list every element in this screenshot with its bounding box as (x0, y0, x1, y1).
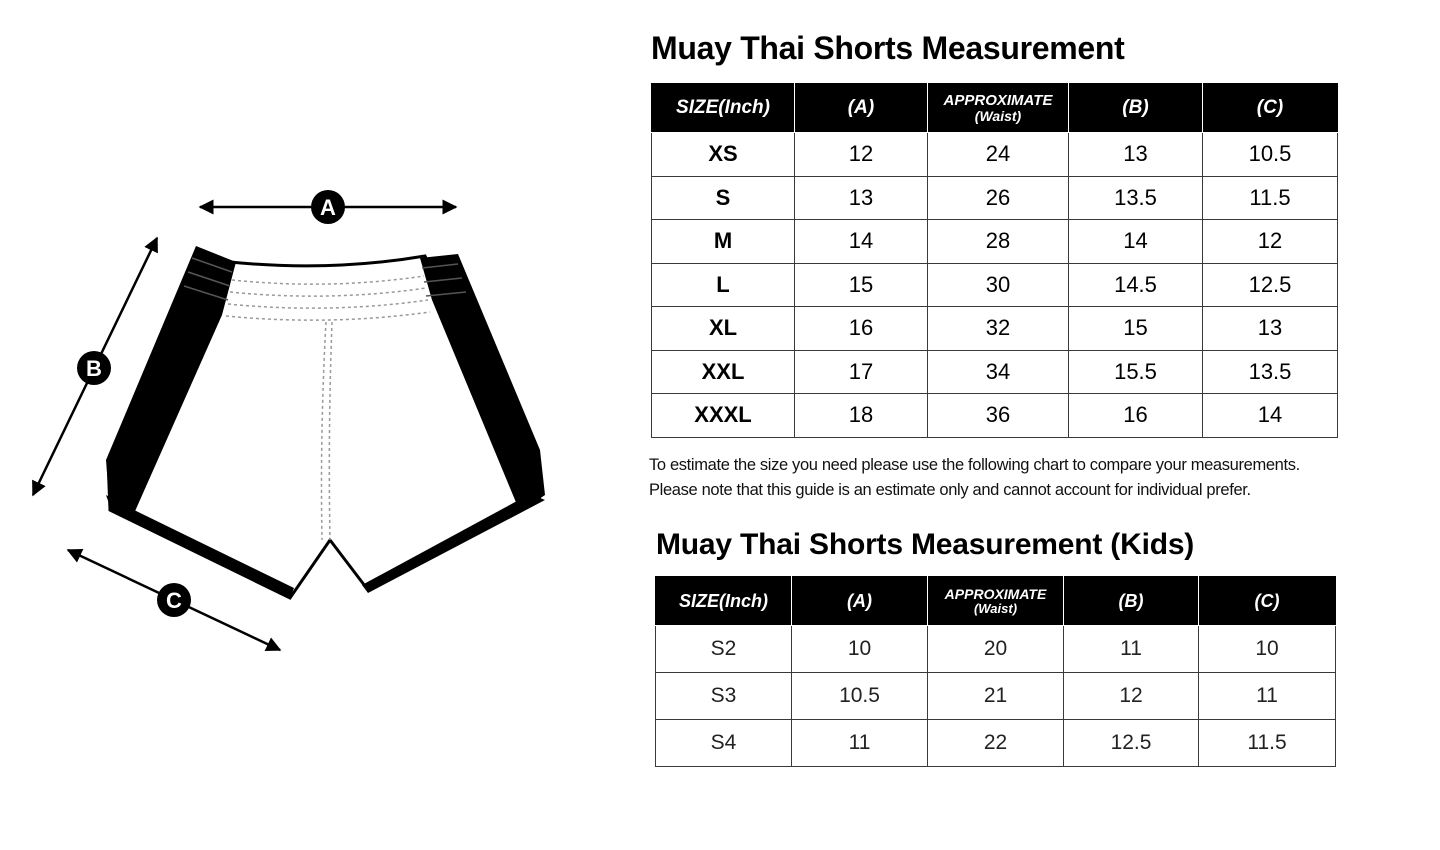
size-cell: XL (652, 307, 795, 351)
table-row (652, 263, 1338, 307)
c-cell: 14 (1203, 394, 1338, 438)
a-cell: 10 (792, 626, 928, 673)
size-cell: XXL (652, 350, 795, 394)
c-cell: 13 (1203, 307, 1338, 351)
b-cell: 15 (1069, 307, 1203, 351)
size-guide-note (649, 453, 1300, 503)
size-cell: L (652, 263, 795, 307)
header-a: (A) (795, 84, 928, 133)
size-cell: S3 (656, 673, 792, 720)
approx-cell: 24 (928, 133, 1069, 177)
header-approximate-sub: (Waist) (973, 600, 1018, 616)
approx-cell: 30 (928, 263, 1069, 307)
size-cell: XXXL (652, 394, 795, 438)
a-cell: 10.5 (792, 673, 928, 720)
a-cell: 12 (795, 133, 928, 177)
b-cell: 13 (1069, 133, 1203, 177)
size-cell: XS (652, 133, 795, 177)
a-cell: 14 (795, 220, 928, 264)
header-c: (C) (1199, 577, 1336, 626)
table-row (652, 350, 1338, 394)
c-cell: 12.5 (1203, 263, 1338, 307)
table-row (656, 673, 1336, 720)
size-cell: S (652, 176, 795, 220)
table-row (652, 176, 1338, 220)
adult-size-table (651, 83, 1338, 438)
b-cell: 12.5 (1064, 720, 1199, 767)
note-line-2: Please note that this guide is an estimate only and cannot account for individual prefer. (649, 481, 1251, 499)
c-cell: 11.5 (1199, 720, 1336, 767)
header-approximate (928, 84, 1069, 133)
b-cell: 14.5 (1069, 263, 1203, 307)
table-row (652, 133, 1338, 177)
b-cell: 12 (1064, 673, 1199, 720)
c-cell: 12 (1203, 220, 1338, 264)
a-cell: 16 (795, 307, 928, 351)
approx-cell: 28 (928, 220, 1069, 264)
header-approximate (928, 577, 1064, 626)
label-c: C (166, 588, 182, 613)
shorts-illustration (106, 246, 545, 598)
note-line-1: To estimate the size you need please use the following chart to compare your measurements. (649, 456, 1300, 474)
adult-chart-title: Muay Thai Shorts Measurement (651, 30, 1125, 66)
header-approximate-label: APPROXIMATE (943, 91, 1053, 109)
approx-cell: 36 (928, 394, 1069, 438)
table-row (652, 394, 1338, 438)
approx-cell: 32 (928, 307, 1069, 351)
label-b: B (86, 356, 102, 381)
header-c: (C) (1203, 84, 1338, 133)
kids-size-table (655, 576, 1336, 767)
table-row (652, 307, 1338, 351)
approx-cell: 22 (928, 720, 1064, 767)
b-cell: 13.5 (1069, 176, 1203, 220)
approx-cell: 26 (928, 176, 1069, 220)
measurement-arrow-a (200, 190, 456, 224)
table-row (656, 626, 1336, 673)
header-a: (A) (792, 577, 928, 626)
size-cell: S4 (656, 720, 792, 767)
a-cell: 18 (795, 394, 928, 438)
header-b: (B) (1069, 84, 1203, 133)
b-cell: 15.5 (1069, 350, 1203, 394)
b-cell: 16 (1069, 394, 1203, 438)
label-a: A (320, 195, 336, 220)
header-approximate-sub: (Waist) (974, 107, 1022, 124)
kids-chart-title: Muay Thai Shorts Measurement (Kids) (656, 528, 1195, 561)
a-cell: 15 (795, 263, 928, 307)
approx-cell: 21 (928, 673, 1064, 720)
shorts-diagram (0, 0, 600, 850)
header-approximate-label: APPROXIMATE (944, 585, 1047, 602)
size-cell: M (652, 220, 795, 264)
size-cell: S2 (656, 626, 792, 673)
b-cell: 14 (1069, 220, 1203, 264)
approx-cell: 34 (928, 350, 1069, 394)
c-cell: 13.5 (1203, 350, 1338, 394)
header-size: SIZE(Inch) (652, 84, 795, 133)
a-cell: 11 (792, 720, 928, 767)
c-cell: 10 (1199, 626, 1336, 673)
approx-cell: 20 (928, 626, 1064, 673)
a-cell: 17 (795, 350, 928, 394)
table-header-row (656, 577, 1336, 626)
table-row (652, 220, 1338, 264)
table-row (656, 720, 1336, 767)
header-b: (B) (1064, 577, 1199, 626)
c-cell: 11 (1199, 673, 1336, 720)
a-cell: 13 (795, 176, 928, 220)
header-size: SIZE(Inch) (656, 577, 792, 626)
b-cell: 11 (1064, 626, 1199, 673)
c-cell: 10.5 (1203, 133, 1338, 177)
table-header-row (652, 84, 1338, 133)
c-cell: 11.5 (1203, 176, 1338, 220)
